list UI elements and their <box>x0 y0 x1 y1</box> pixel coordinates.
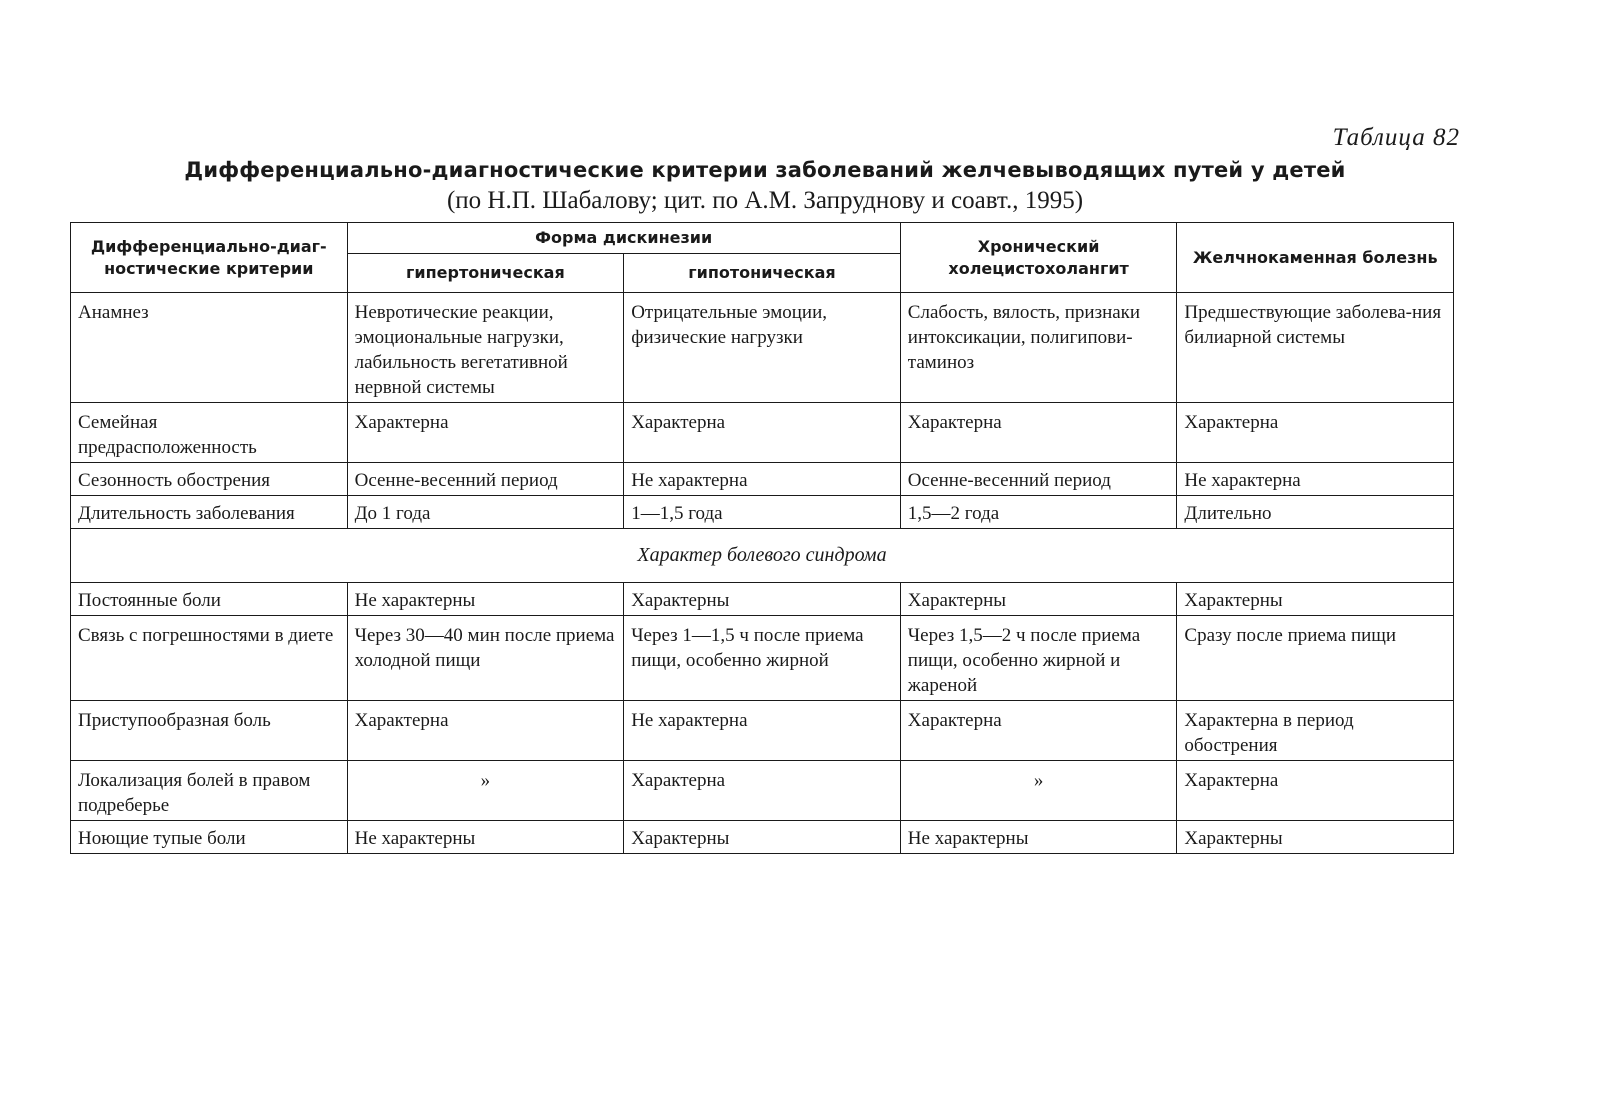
cell-criterion: Семейная предрасположенность <box>71 403 348 463</box>
col-header-hypertonic: гипертоническая <box>347 254 624 293</box>
cell-gallstone: Характерны <box>1177 821 1454 854</box>
cell-cholecystocholangitis: Характерны <box>900 583 1177 616</box>
cell-hypotonic: Характерны <box>624 583 901 616</box>
cell-gallstone: Не характерна <box>1177 463 1454 496</box>
cell-cholecystocholangitis: Слабость, вялость, признаки интоксикации, полигипови-таминоз <box>900 293 1177 403</box>
cell-hypotonic: Отрицательные эмоции, физические нагрузки <box>624 293 901 403</box>
cell-criterion: Сезонность обострения <box>71 463 348 496</box>
cell-hypertonic: » <box>347 761 624 821</box>
cell-hypotonic: Характерна <box>624 761 901 821</box>
cell-gallstone: Предшествующие заболева-ния билиарной системы <box>1177 293 1454 403</box>
cell-gallstone: Характерны <box>1177 583 1454 616</box>
table-number: Таблица 82 <box>1332 124 1460 151</box>
cell-hypotonic: Через 1—1,5 ч после приема пищи, особенно жирной <box>624 616 901 701</box>
cell-hypotonic: 1—1,5 года <box>624 496 901 529</box>
cell-hypotonic: Характерна <box>624 403 901 463</box>
header-row <box>71 223 1454 254</box>
cell-criterion: Связь с погрешностями в диете <box>71 616 348 701</box>
cell-criterion: Анамнез <box>71 293 348 403</box>
section-row <box>71 529 1454 583</box>
cell-hypertonic: Не характерны <box>347 583 624 616</box>
cell-cholecystocholangitis: Осенне-весенний период <box>900 463 1177 496</box>
section-pain-heading: Характер болевого синдрома <box>71 529 1454 583</box>
cell-cholecystocholangitis: Через 1,5—2 ч после приема пищи, особенно жирной и жареной <box>900 616 1177 701</box>
table-row <box>71 496 1454 529</box>
col-header-cholecystocholangitis: Хронический холецистохолангит <box>900 223 1177 293</box>
cell-criterion: Ноющие тупые боли <box>71 821 348 854</box>
cell-hypertonic: До 1 года <box>347 496 624 529</box>
cell-hypotonic: Не характерна <box>624 463 901 496</box>
table-row <box>71 761 1454 821</box>
table-subtitle: (по Н.П. Шабалову; цит. по А.М. Запруднову и соавт., 1995) <box>446 187 1084 214</box>
cell-hypertonic: Характерна <box>347 701 624 761</box>
table-body <box>71 293 1454 854</box>
table-row <box>71 293 1454 403</box>
table-row <box>71 583 1454 616</box>
table-row <box>71 701 1454 761</box>
cell-cholecystocholangitis: » <box>900 761 1177 821</box>
cell-hypertonic: Не характерны <box>347 821 624 854</box>
col-header-hypotonic: гипотоническая <box>624 254 901 293</box>
cell-criterion: Локализация болей в правом подреберье <box>71 761 348 821</box>
cell-hypotonic: Не характерна <box>624 701 901 761</box>
table-row <box>71 821 1454 854</box>
cell-hypertonic: Осенне-весенний период <box>347 463 624 496</box>
cell-hypertonic: Характерна <box>347 403 624 463</box>
cell-gallstone: Сразу после приема пищи <box>1177 616 1454 701</box>
table-title: Дифференциально-диагностические критерии заболеваний желчевыводящих путей у детей <box>184 158 1346 182</box>
col-header-criteria: Дифференциально-диаг-ностические критерии <box>71 223 348 293</box>
cell-gallstone: Характерна в период обострения <box>1177 701 1454 761</box>
table-row <box>71 463 1454 496</box>
cell-criterion: Постоянные боли <box>71 583 348 616</box>
table-row <box>71 403 1454 463</box>
cell-gallstone: Характерна <box>1177 403 1454 463</box>
criteria-table <box>70 222 1454 854</box>
cell-criterion: Приступообразная боль <box>71 701 348 761</box>
cell-hypertonic: Невротические реакции, эмоциональные нагрузки, лабильность вегетативной нервной системы <box>347 293 624 403</box>
cell-hypotonic: Характерны <box>624 821 901 854</box>
cell-criterion: Длительность заболевания <box>71 496 348 529</box>
cell-cholecystocholangitis: Характерна <box>900 403 1177 463</box>
table-header <box>71 223 1454 293</box>
cell-gallstone: Характерна <box>1177 761 1454 821</box>
col-header-gallstone: Желчнокаменная болезнь <box>1177 223 1454 293</box>
cell-cholecystocholangitis: Характерна <box>900 701 1177 761</box>
cell-gallstone: Длительно <box>1177 496 1454 529</box>
table-row <box>71 616 1454 701</box>
cell-cholecystocholangitis: Не характерны <box>900 821 1177 854</box>
col-header-dyskinesia: Форма дискинезии <box>347 223 900 254</box>
cell-hypertonic: Через 30—40 мин после приема холодной пищи <box>347 616 624 701</box>
cell-cholecystocholangitis: 1,5—2 года <box>900 496 1177 529</box>
